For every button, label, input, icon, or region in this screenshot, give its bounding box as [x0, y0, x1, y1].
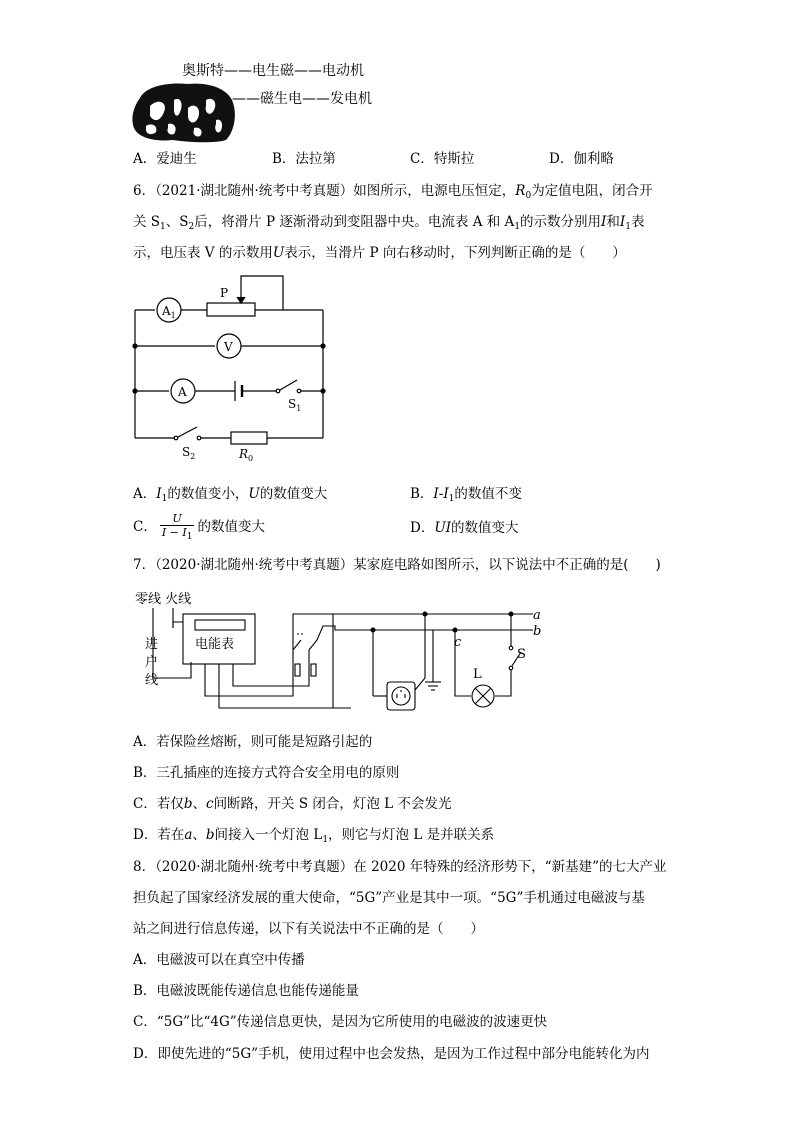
q6-stem-line-2: 关 $S_1$、$S_2$后，将滑片 P 逐渐滑动到变阻器中央。电流表 A 和 $A_1$的示数分别用I和$I_1$表 — [133, 214, 645, 232]
figure-line-2: ——磁生电——发电机 — [232, 91, 372, 107]
q7-option-c[interactable]: C．若仅b、c间断路，开关 S 闭合，灯泡 L 不会发光 — [133, 796, 452, 812]
q6-resistor-r0 — [231, 432, 267, 444]
q6-option-d[interactable]: D．UI的数值变大 — [410, 520, 519, 536]
q7-fuse-1 — [295, 664, 300, 676]
q6-switch-s1 — [280, 380, 297, 390]
q6-label-p: P — [220, 286, 229, 300]
q8-stem-line-1: 8．（2020·湖北随州·统考中考真题）在 2020 年特殊的经济形势下，“新基建”的七大产业 — [133, 859, 667, 875]
q6-option-c-fraction: $\frac{U}{I - I_1}$ — [161, 511, 193, 542]
q7-option-d[interactable]: D．若在a、b间接入一个灯泡 $L_1$，则它与灯泡 L 是并联关系 — [133, 827, 495, 845]
q6-option-c[interactable]: C． $\frac{U}{I - I_1}$ 的数值变大 — [133, 511, 265, 542]
q8-option-c[interactable]: C．“5G”比“4G”传递信息更快，是因为它所使用的电磁波的波速更快 — [133, 1014, 548, 1030]
q7-label-c: c — [454, 635, 462, 650]
q5-option-c[interactable]: C．特斯拉 — [410, 151, 475, 167]
q7-fuse-2 — [311, 664, 316, 676]
q8-option-a[interactable]: A．电磁波可以在真空中传播 — [133, 952, 305, 968]
q7-household-circuit-diagram — [133, 586, 553, 716]
q7-three-hole-socket — [387, 682, 415, 710]
figure-line-1: 奥斯特——电生磁——电动机 — [182, 63, 364, 79]
q6-label-r0: $R_0$ — [239, 447, 254, 463]
q7-label-b: b — [533, 624, 542, 639]
q6-label-a: A — [178, 385, 187, 399]
q6-option-a[interactable]: A．$I_1$的数值变小，U的数值变大 — [133, 486, 328, 504]
q6-label-a1: $A_1$ — [162, 304, 176, 320]
q7-label-incoming-1: 进 — [145, 637, 159, 652]
q5-option-b[interactable]: B．法拉第 — [272, 151, 336, 167]
scientist-portrait-image — [128, 78, 240, 146]
q6-circuit-diagram — [125, 270, 335, 470]
q7-option-b[interactable]: B．三孔插座的连接方式符合安全用电的原则 — [133, 765, 400, 781]
q6-label-v: V — [224, 340, 233, 354]
q7-label-neutral-live: 零线 火线 — [135, 592, 192, 607]
q7-meter-display — [195, 620, 245, 630]
q6-stem-line-3: 示，电压表 V 的示数用U表示，当滑片 P 向右移动时，下列判断正确的是（ ） — [133, 245, 626, 261]
q6-stem-line-1: 6．（2021·湖北随州·统考中考真题）如图所示，电源电压恒定，$R_0$为定值电阻，闭合开 — [133, 183, 653, 201]
q8-stem-line-2: 担负起了国家经济发展的重大使命，“5G”产业是其中一项。“5G”手机通过电磁波与基 — [133, 890, 645, 906]
q7-label-meter: 电能表 — [195, 637, 235, 652]
q7-label-lamp: L — [473, 667, 482, 682]
q7-option-a[interactable]: A．若保险丝熔断，则可能是短路引起的 — [133, 734, 373, 750]
q7-wire-a — [205, 614, 533, 696]
q5-option-d[interactable]: D．伽利略 — [549, 151, 614, 167]
q8-option-b[interactable]: B．电磁波既能传递信息也能传递能量 — [133, 983, 359, 999]
q6-label-s2: $S_2$ — [182, 445, 196, 461]
q7-label-switch: S — [517, 647, 526, 662]
q8-option-d[interactable]: D．即使先进的“5G”手机，使用过程中也会发热，是因为工作过程中部分电能转化为内 — [133, 1046, 650, 1062]
q7-stem: 7．（2020·湖北随州·统考中考真题）某家庭电路如图所示，以下说法中不正确的是( ) — [133, 557, 661, 573]
q7-label-incoming-3: 线 — [145, 673, 159, 688]
q6-switch-s2 — [178, 427, 197, 437]
q8-stem-line-3: 站之间进行信息传递，以下有关说法中不正确的是（ ） — [133, 921, 484, 937]
q7-label-a: a — [533, 608, 541, 623]
q7-label-incoming-2: 户 — [145, 655, 159, 670]
q5-option-a[interactable]: A．爱迪生 — [133, 151, 197, 167]
q6-label-s1: $S_1$ — [288, 397, 302, 413]
q6-rheostat — [207, 303, 255, 316]
q6-option-b[interactable]: B．$I-I_1$的数值不变 — [410, 486, 522, 504]
